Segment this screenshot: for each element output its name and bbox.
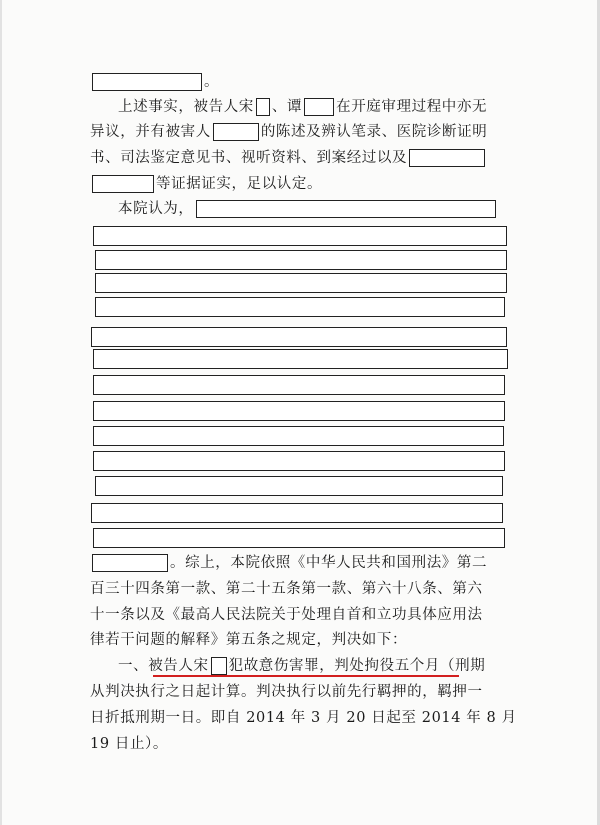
text-line-25: 从判决执行之日起计算。判决执行以前先行羁押的，羁押一: [90, 684, 483, 700]
redaction-box: [213, 123, 259, 141]
text-line-5: [90, 172, 510, 196]
redaction-bar: [93, 401, 505, 421]
text-line-22: 十一条以及《最高人民法院关于处理自首和立功具体应用法: [90, 607, 483, 623]
verdict-part-a: 一、被告人宋: [118, 658, 209, 674]
redaction-box: [196, 200, 496, 218]
redaction-bar: [95, 297, 505, 317]
text-line-21: 百三十四条第一款、第二十五条第一款、第六十八条、第六: [90, 581, 483, 597]
text-line-23: 律若干问题的解释》第五条之规定，判决如下：: [90, 632, 408, 648]
redaction-bar: [93, 451, 505, 471]
text-line-27: 19 日止）。: [90, 736, 169, 752]
redaction-box: [256, 98, 270, 116]
line-2-part-a: 上述事实，被告人宋: [118, 99, 254, 115]
redaction-box: [92, 554, 168, 572]
redaction-box: [92, 73, 202, 91]
redaction-bar: [93, 349, 508, 369]
redaction-bar: [93, 226, 507, 246]
redaction-box: [211, 657, 227, 675]
text-line-26: 日折抵刑期一日。即自 2014 年 3 月 20 日起至 2014 年 8 月: [90, 710, 517, 726]
red-underline: [153, 675, 459, 677]
line-3-part-a: 异议，并有被害人: [90, 124, 211, 140]
text-line-2: [90, 95, 510, 119]
redaction-bar: [91, 503, 503, 523]
text-line-1: [90, 70, 510, 94]
redaction-box: [92, 175, 154, 193]
line-3-part-b: 的陈述及辨认笔录、医院诊断证明: [260, 124, 488, 140]
line-1-suffix: 。: [204, 74, 220, 90]
line-6-part-a: 本院认为，: [118, 201, 194, 217]
redaction-bar: [91, 327, 507, 347]
redaction-bar: [95, 476, 503, 496]
verdict-part-b: 犯故意伤害罪，判处拘役五个月（刑期: [228, 658, 486, 674]
scan-edge-left: [0, 0, 2, 825]
redaction-bar: [95, 273, 507, 293]
redaction-bar: [93, 426, 504, 446]
line-2-part-c: 在开庭审理过程中亦无: [336, 99, 488, 115]
text-line-4: [90, 146, 510, 170]
redaction-box: [304, 98, 334, 116]
text-line-6: [90, 197, 510, 221]
redaction-bar: [93, 528, 505, 548]
line-2-part-b: 、谭: [271, 99, 303, 115]
line-5-part-a: 等证据证实，足以认定。: [156, 176, 323, 192]
redaction-box: [409, 149, 485, 167]
redaction-bar: [95, 250, 507, 270]
text-line-20: [90, 551, 510, 575]
line-20-part-a: 。综上，本院依照《中华人民共和国刑法》第二: [170, 555, 488, 571]
redaction-bar: [93, 375, 505, 395]
line-4-part-a: 书、司法鉴定意见书、视听资料、到案经过以及: [90, 150, 408, 166]
text-line-3: [90, 120, 510, 144]
